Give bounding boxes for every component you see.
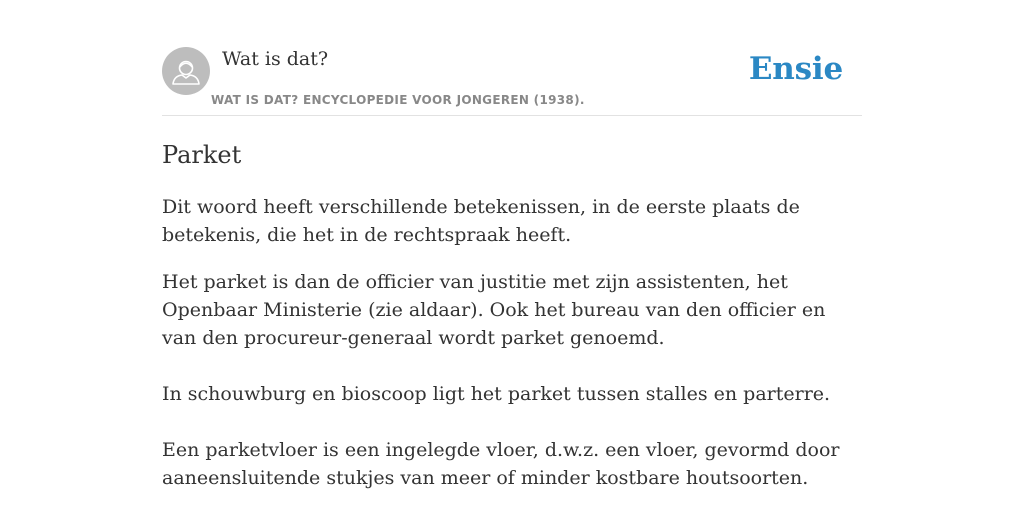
user-silhouette-icon	[162, 47, 210, 95]
source-title[interactable]: Wat is dat?	[222, 48, 329, 70]
source-avatar[interactable]	[162, 47, 210, 95]
article-paragraph: Dit woord heeft verschillende betekenissen, in de eerste plaats de betekenis, die het in de rechtspraak heeft.	[162, 196, 800, 246]
article-paragraph: In schouwburg en bioscoop ligt het parket tussen stalles en parterre.	[162, 383, 831, 405]
ensie-logo[interactable]: Ensie	[748, 51, 843, 87]
article	[162, 140, 862, 492]
source-header	[162, 47, 862, 116]
article-paragraph: Een parketvloer is een ingelegde vloer, d.w.z. een vloer, gevormd door aaneensluitende stukjes van meer of minder kostbare houtsoorten.	[162, 439, 840, 489]
article-paragraph: Het parket is dan de officier van justitie met zijn assistenten, het Openbaar Ministerie (zie aldaar). Ook het bureau van den officier en van den procureur-generaal wordt parket genoemd.	[162, 271, 826, 349]
source-subtitle[interactable]: WAT IS DAT? ENCYCLOPEDIE VOOR JONGEREN (1938).	[211, 93, 585, 107]
article-title: Parket	[162, 141, 242, 169]
